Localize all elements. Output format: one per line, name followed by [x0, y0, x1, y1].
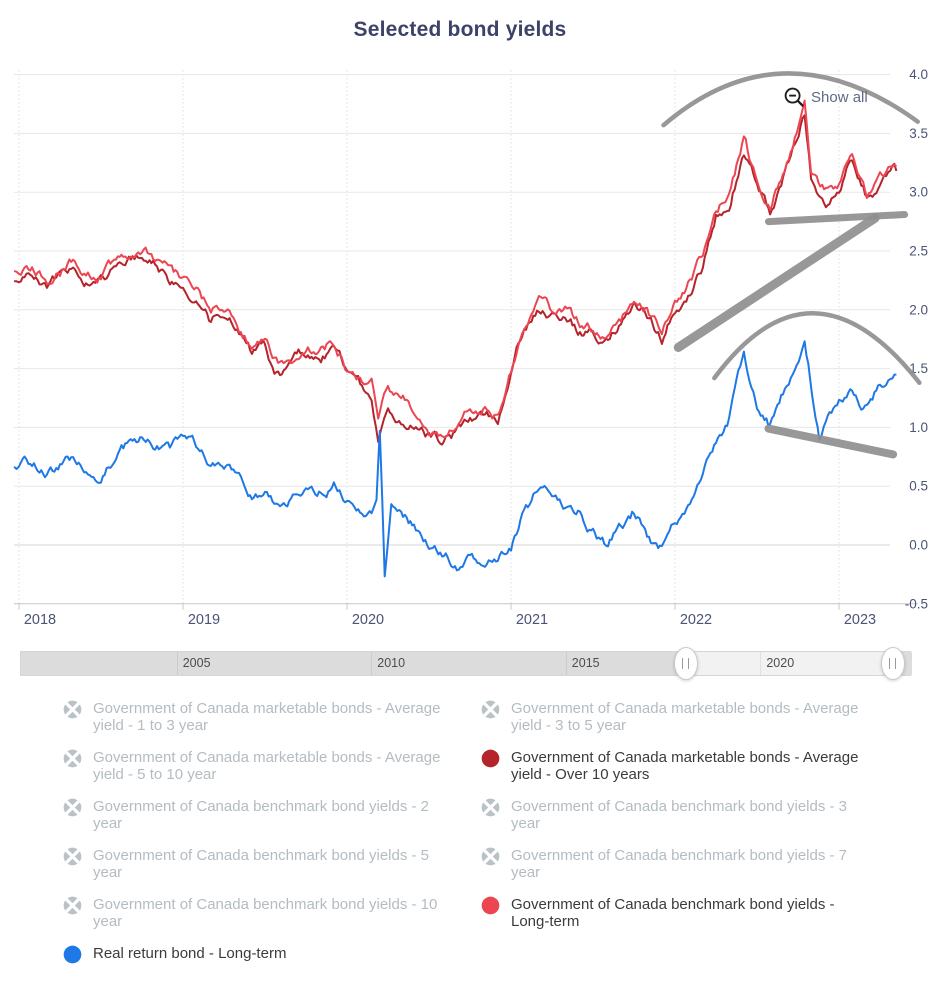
hidden-series-x-icon: [481, 847, 500, 866]
x-axis-label: 2018: [23, 611, 57, 628]
page-title: Selected bond yields: [353, 18, 567, 41]
navigator-year-label: 2005: [182, 656, 211, 670]
navigator-year-tick: [177, 652, 178, 675]
series-line: [14, 341, 896, 576]
annotation-arc: [714, 313, 919, 382]
legend-item[interactable]: [63, 896, 455, 930]
navigator-year-label: 2010: [377, 656, 406, 670]
y-axis-label: 2.5: [909, 243, 928, 259]
legend-item-label: Government of Canada benchmark bond yields - 5 year: [93, 847, 430, 881]
hidden-series-x-icon: [481, 798, 500, 817]
navigator-handle-right[interactable]: [881, 647, 905, 680]
grip-bars-icon: [682, 658, 689, 669]
y-axis-label: 4.0: [909, 67, 928, 83]
legend-item[interactable]: [63, 700, 455, 734]
grip-bars-icon: [889, 658, 896, 669]
legend-item[interactable]: [481, 798, 873, 832]
legend-item-label: Government of Canada benchmark bond yields - 10 year: [93, 896, 438, 930]
x-axis-label: 2021: [515, 611, 549, 628]
hidden-series-x-icon: [481, 700, 500, 719]
legend-item-label: Government of Canada marketable bonds - Average yield - 5 to 10 year: [93, 749, 441, 783]
series-marker-icon: [63, 945, 82, 964]
x-axis-label: 2022: [679, 611, 713, 628]
legend-item[interactable]: [481, 896, 873, 930]
legend-item[interactable]: [63, 945, 455, 964]
navigator-year-tick: [566, 652, 567, 675]
navigator-year-label: 2015: [571, 656, 600, 670]
y-axis-label: 0.0: [909, 537, 928, 553]
legend-item-label: Government of Canada benchmark bond yields - 2 year: [93, 798, 430, 832]
legend-item[interactable]: [63, 798, 455, 832]
x-axis-label: 2023: [843, 611, 877, 628]
hidden-series-x-icon: [63, 896, 82, 915]
legend-item-label: Government of Canada benchmark bond yields - 3 year: [511, 798, 848, 832]
legend-item-label: Real return bond - Long-term: [93, 945, 287, 962]
legend-item-label: Government of Canada benchmark bond yields - 7 year: [511, 847, 848, 881]
legend-item[interactable]: [481, 749, 873, 783]
zoom-out-icon: [784, 87, 805, 108]
hidden-series-x-icon: [63, 749, 82, 768]
legend-item-label: Government of Canada benchmark bond yields - Long-term: [511, 896, 835, 930]
x-axis-label: 2020: [351, 611, 385, 628]
y-axis-label: 3.0: [909, 184, 928, 200]
y-axis-label: 2.0: [909, 302, 928, 318]
annotation-line: [768, 215, 904, 222]
legend-item[interactable]: [481, 847, 873, 881]
series-line: [14, 115, 896, 444]
hidden-series-x-icon: [63, 700, 82, 719]
y-axis-label: 1.5: [909, 361, 928, 377]
legend-item[interactable]: [481, 700, 873, 734]
annotation-line: [768, 429, 893, 455]
hidden-series-x-icon: [63, 798, 82, 817]
series-marker-icon: [481, 896, 500, 915]
series-line: [14, 101, 896, 438]
y-axis-label: -0.5: [904, 596, 928, 612]
hidden-series-x-icon: [63, 847, 82, 866]
y-axis-label: 0.5: [909, 478, 928, 494]
legend-item-label: Government of Canada marketable bonds - Average yield - 1 to 3 year: [93, 700, 441, 734]
series-marker-icon: [481, 749, 500, 768]
y-axis-label: 1.0: [909, 419, 928, 435]
y-axis-label: 3.5: [909, 125, 928, 141]
navigator-handle-left[interactable]: [674, 647, 698, 680]
chart-legend: [63, 700, 878, 964]
legend-item[interactable]: [63, 749, 455, 783]
show-all-button[interactable]: [782, 85, 870, 110]
legend-item-label: Government of Canada marketable bonds - Average yield - Over 10 years: [511, 749, 859, 783]
navigator-year-tick: [371, 652, 372, 675]
range-navigator[interactable]: [20, 651, 911, 676]
x-axis-label: 2019: [187, 611, 221, 628]
show-all-label: Show all: [811, 89, 868, 106]
legend-item[interactable]: [63, 847, 455, 881]
legend-item-label: Government of Canada marketable bonds - Average yield - 3 to 5 year: [511, 700, 859, 734]
navigator-year-label: 2020: [766, 656, 795, 670]
navigator-year-tick: [760, 652, 761, 675]
